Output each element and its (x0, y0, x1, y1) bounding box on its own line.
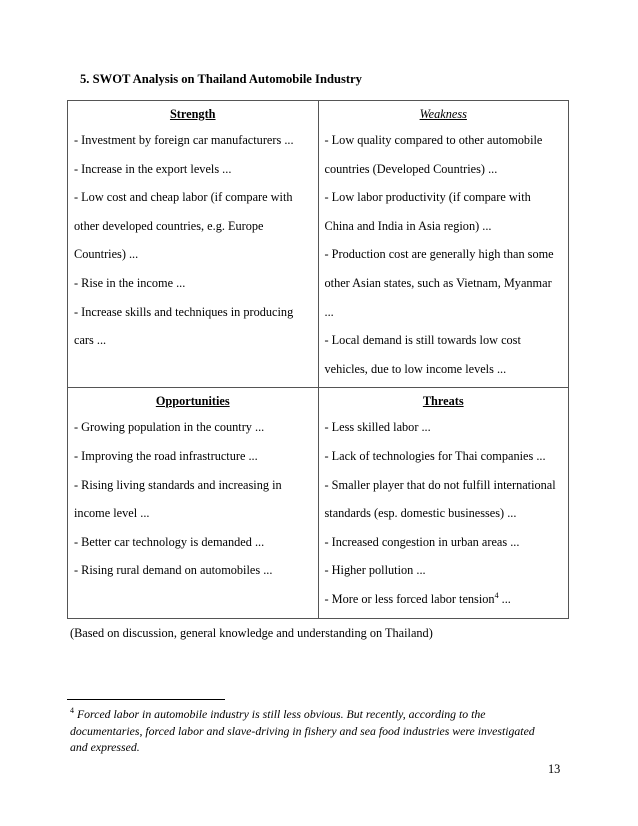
threats-line: - Lack of technologies for Thai companies ... (324, 448, 546, 463)
footnote-marker: 4 (70, 706, 74, 716)
weakness-line: China and India in Asia region) ... (324, 218, 492, 233)
section-heading: 5. SWOT Analysis on Thailand Automobile Industry (80, 72, 362, 86)
footnote-reference: 4 (494, 590, 499, 600)
opportunities-line: - Better car technology is demanded ... (74, 534, 265, 549)
opportunities-title: Opportunities (155, 394, 230, 409)
strength-line: - Rise in the income ... (74, 275, 186, 290)
threats-title: Threats (422, 394, 464, 409)
strength-line: - Increase in the export levels ... (74, 161, 232, 176)
weakness-title: Weakness (419, 107, 467, 121)
threats-line: standards (esp. domestic businesses) ... (324, 506, 517, 521)
footnote (70, 706, 540, 756)
threats-line: - Less skilled labor ... (324, 420, 431, 435)
strength-line: - Investment by foreign car manufacturers ... (74, 133, 294, 147)
threats-line-footnoted (325, 585, 563, 614)
opportunities-line: income level ... (74, 506, 150, 521)
strength-line: - Low cost and cheap labor (if compare with (74, 190, 293, 205)
opportunities-line: - Growing population in the country ... (74, 420, 265, 435)
weakness-line: other Asian states, such as Vietnam, Myanmar (324, 275, 552, 290)
weakness-line: countries (Developed Countries) ... (324, 161, 498, 176)
weakness-line: - Production cost are generally high than some (324, 247, 554, 262)
swot-table (67, 100, 569, 619)
threats-cell (318, 388, 569, 618)
page-number: 13 (548, 762, 561, 776)
threats-line: - Smaller player that do not fulfill international (324, 477, 556, 492)
opportunities-cell (68, 388, 319, 618)
threats-line: - Increased congestion in urban areas ... (324, 534, 520, 549)
threats-line-tail: ... (498, 591, 511, 606)
strength-line: other developed countries, e.g. Europe (74, 218, 264, 233)
weakness-line: - Low quality compared to other automobile (324, 133, 543, 147)
weakness-cell (318, 101, 569, 388)
footnote-divider (67, 699, 225, 700)
weakness-line: - Local demand is still towards low cost (324, 333, 521, 348)
weakness-line: vehicles, due to low income levels ... (324, 361, 507, 376)
strength-title: Strength (169, 107, 216, 121)
weakness-line: ... (324, 304, 334, 319)
weakness-line: - Low labor productivity (if compare with (324, 190, 531, 205)
strength-line: Countries) ... (74, 247, 139, 262)
strength-line: - Increase skills and techniques in producing (74, 304, 294, 319)
opportunities-line: - Improving the road infrastructure ... (74, 448, 258, 463)
threats-line: - Higher pollution ... (324, 563, 426, 578)
footnote-text: Forced labor in automobile industry is still less obvious. But recently, according to the documentaries, forced labor and slave-driving in fishery and sea food industries were investigated and expressed. (70, 707, 535, 754)
opportunities-line: - Rising living standards and increasing in (74, 477, 282, 492)
table-caption: (Based on discussion, general knowledge and understanding on Thailand) (70, 626, 433, 640)
strength-cell (68, 101, 319, 388)
threats-line-text: - More or less forced labor tension (324, 591, 495, 606)
strength-line: cars ... (74, 333, 107, 348)
opportunities-line: - Rising rural demand on automobiles ... (74, 563, 273, 578)
